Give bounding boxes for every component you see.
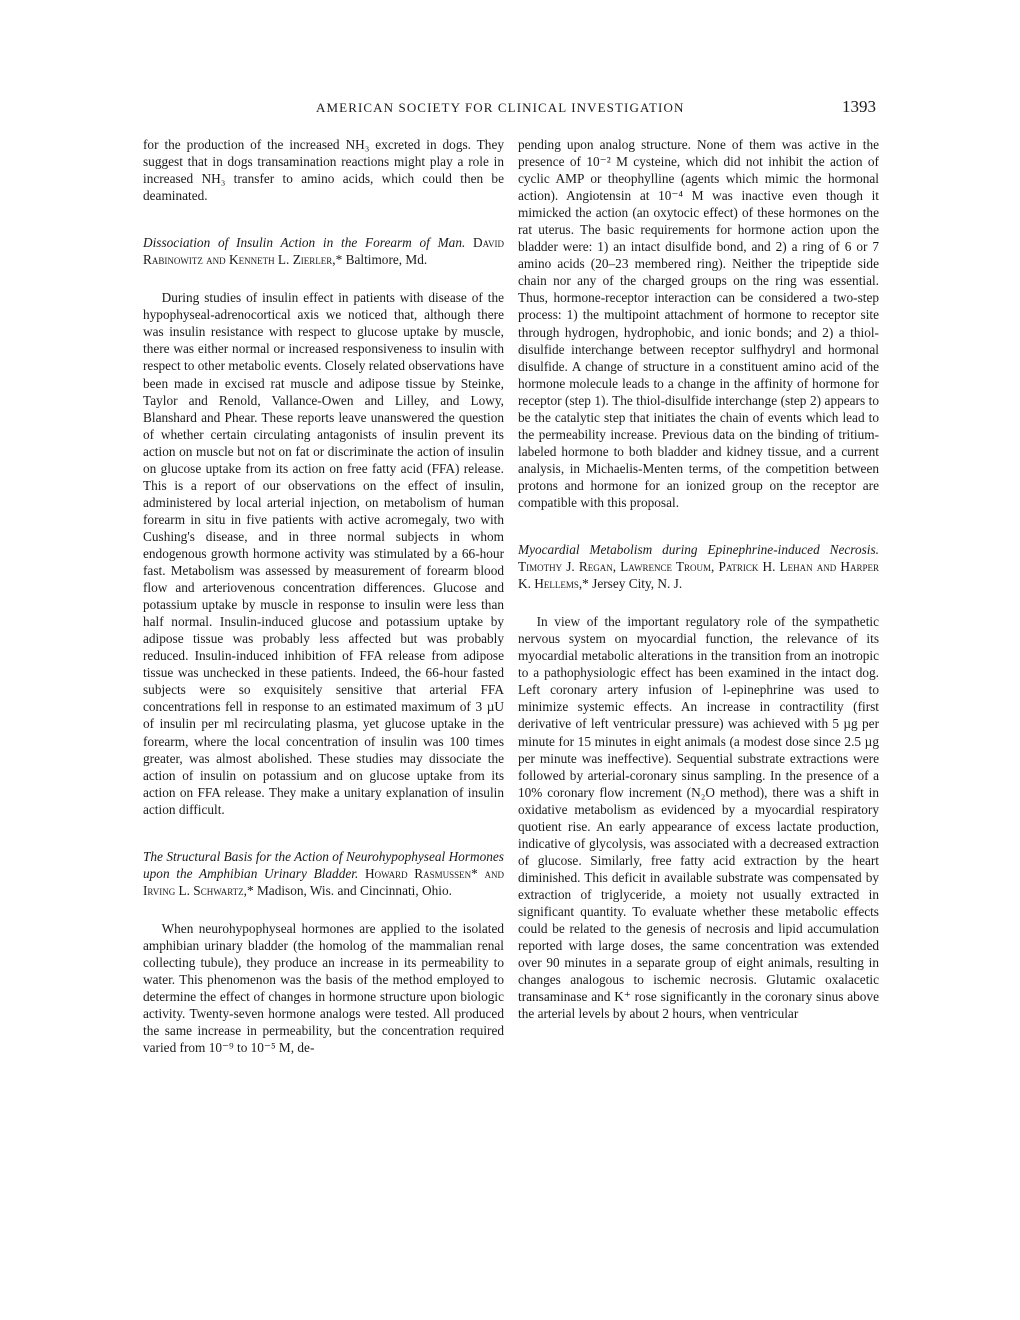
abstract-location: Jersey City, N. J.: [592, 576, 683, 592]
abstract-body-myocardial: In view of the important regulatory role of the sympathetic nervous system on myocardial function, the relevance of its myocardial metabolic alterations in the transition from an inotropic to a pathophysiologic effect has been examined in the intact dog. Left coronary artery infusion of l-epinephrine was used to minimize systemic effects. An increase in contractility (first derivative of left ventricular pressure) was achieved with 5 µg per minute for 15 minutes in eight animals (a modest dose since 2.5 µg per minute was ineffective). Sequential substrate extractions were followed by arterial-coronary sinus sampling. In the presence of a 10% coronary flow increment (N₂O method), there was a shift in oxidative metabolism as evidenced by a myocardial respiratory quotient rise. An early appearance of excess lactate production, indicative of glycolysis, was associated with a decreased extraction of glucose. Similarly, free fatty acid extraction by the heart diminished. This deficit in available substrate was compensated by extraction of triglyceride, a moiety not usually extracted in significant quantity. To evaluate whether these metabolic effects could be related to the genesis of necrosis and lipid accumulation reported with large doses, the same concentration was extended over 90 minutes in a separate group of eight animals, resulting in changes analogous to ischemic necrosis. Glutamic oxalacetic transaminase and K⁺ rose significantly in the coronary sinus above the arterial levels by about 2 hours, when ventricular: [518, 614, 879, 1022]
abstract-authors: Timothy J. Regan, Lawrence Troum, Patrick H. Lehan and Harper K. Hellems,*: [518, 559, 879, 592]
abstract-heading-neurohypophyseal: [143, 848, 504, 899]
abstract-authors: David Rabinowitz and Kenneth L. Zierler,*: [143, 235, 504, 268]
continued-paragraph: for the production of the increased NH₃ excreted in dogs. They suggest that in dogs transamination reactions might play a role in increased NH₃ transfer to amino acids, which could then be deaminated.: [143, 137, 504, 204]
abstract-heading-insulin: [143, 234, 504, 268]
abstract-location: Madison, Wis. and Cincinnati, Ohio.: [256, 882, 452, 898]
right-column: [518, 136, 879, 1022]
abstract-heading-myocardial: [518, 541, 879, 592]
abstract-title: The Structural Basis for the Action of Neurohypophyseal Hormones upon the Amphibian Urinary Bladder.: [143, 848, 504, 881]
abstract-title: Myocardial Metabolism during Epinephrine-induced Necrosis.: [518, 542, 879, 558]
continued-paragraph: pending upon analog structure. None of them was active in the presence of 10⁻² M cysteine, which did not inhibit the action of cyclic AMP or theophylline (agents which mimic the hormonal action). Angiotensin at 10⁻⁴ M was inactive even though it mimicked the action (an oxytocic effect) of these hormones on the rat uterus. The basic requirements for hormone action upon the bladder were: 1) an intact disulfide bond, and 2) a ring of 6 or 7 amino acids (20–23 membered ring). Neither the tripeptide side chain nor any of the charged groups on the ring was essential. Thus, hormone-receptor interaction can be considered a two-step process: 1) the multipoint attachment of hormone to receptor site through hydrogen, hydrophobic, and ionic bonds; and 2) a thiol-disulfide interchange between receptor sulfhydryl and hormonal disulfide. A change of structure in a constituent amino acid of the hormone molecule leads to a change in the affinity of hormone for receptor (step 1). The thiol-disulfide interchange (step 2) appears to be the catalytic step that initiates the chain of events which lead to the permeability increase. Previous data on the binding of tritium-labeled hormone to both bladder and kidney tissue, and a current analysis, in Michaelis-Menten terms, of the competition between protons and hormone for an ionized group on the receptor are compatible with this proposal.: [518, 137, 879, 510]
abstract-location: Baltimore, Md.: [345, 252, 428, 268]
page-number: 1393: [842, 97, 876, 116]
running-head: [0, 97, 1020, 122]
abstract-body-insulin: During studies of insulin effect in patients with disease of the hypophyseal-adrenocortical axis we noticed that, although there was insulin resistance with respect to glucose uptake by muscle, there was either normal or increased responsiveness to insulin with respect to other metabolic events. Closely related observations have been made in excised rat muscle and adipose tissue by Steinke, Taylor and Renold, Vallance-Owen and Lilley, and Lowy, Blanshard and Phear. These reports leave unanswered the question of whether certain circulating antagonists of insulin prevent its action on muscle but not on fat or discriminate the action of insulin on glucose uptake from its action on free fatty acid (FFA) release. This is a report of our observations on the effect of insulin, administered by local arterial injection, on metabolism of human forearm in situ in five patients with active acromegaly, two with Cushing's disease, and in three normal subjects in whom endogenous growth hormone activity was stimulated by a 66-hour fast. Metabolism was assessed by measurement of forearm blood flow and arteriovenous concentration differences. Glucose and potassium uptake by muscle in response to insulin were less than half normal. Insulin-induced glucose and potassium uptake by adipose tissue was probably less affected but was probably reduced. Insulin-induced inhibition of FFA release from adipose tissue was unchecked in these patients. Indeed, the 66-hour fasted subjects were so exquisitely sensitive that arterial FFA concentrations fell in response to an estimated maximum of 3 µU of insulin per ml recirculating plasma, yet glucose uptake in the forearm, where the local concentration of insulin was 100 times greater, was almost abolished. These studies may dissociate the action of insulin on potassium and on glucose uptake from its action on FFA release. They make a unitary explanation of insulin action difficult.: [143, 290, 504, 817]
journal-title: AMERICAN SOCIETY FOR CLINICAL INVESTIGATION: [316, 100, 685, 115]
abstract-title: Dissociation of Insulin Action in the Forearm of Man.: [143, 235, 466, 251]
abstract-body-neurohypophyseal: When neurohypophyseal hormones are applied to the isolated amphibian urinary bladder (the homolog of the mammalian renal collecting tubule), they produce an increase in its permeability to water. This phenomenon was the basis of the method employed to determine the effect of changes in hormone structure upon biologic activity. Twenty-seven hormone analogs were tested. All produced the same increase in permeability, but the concentration required varied from 10⁻⁹ to 10⁻⁵ M, de-: [143, 920, 504, 1056]
abstract-authors: Howard Rasmussen* and Irving L. Schwartz,*: [143, 865, 505, 898]
left-column: [143, 136, 504, 1056]
